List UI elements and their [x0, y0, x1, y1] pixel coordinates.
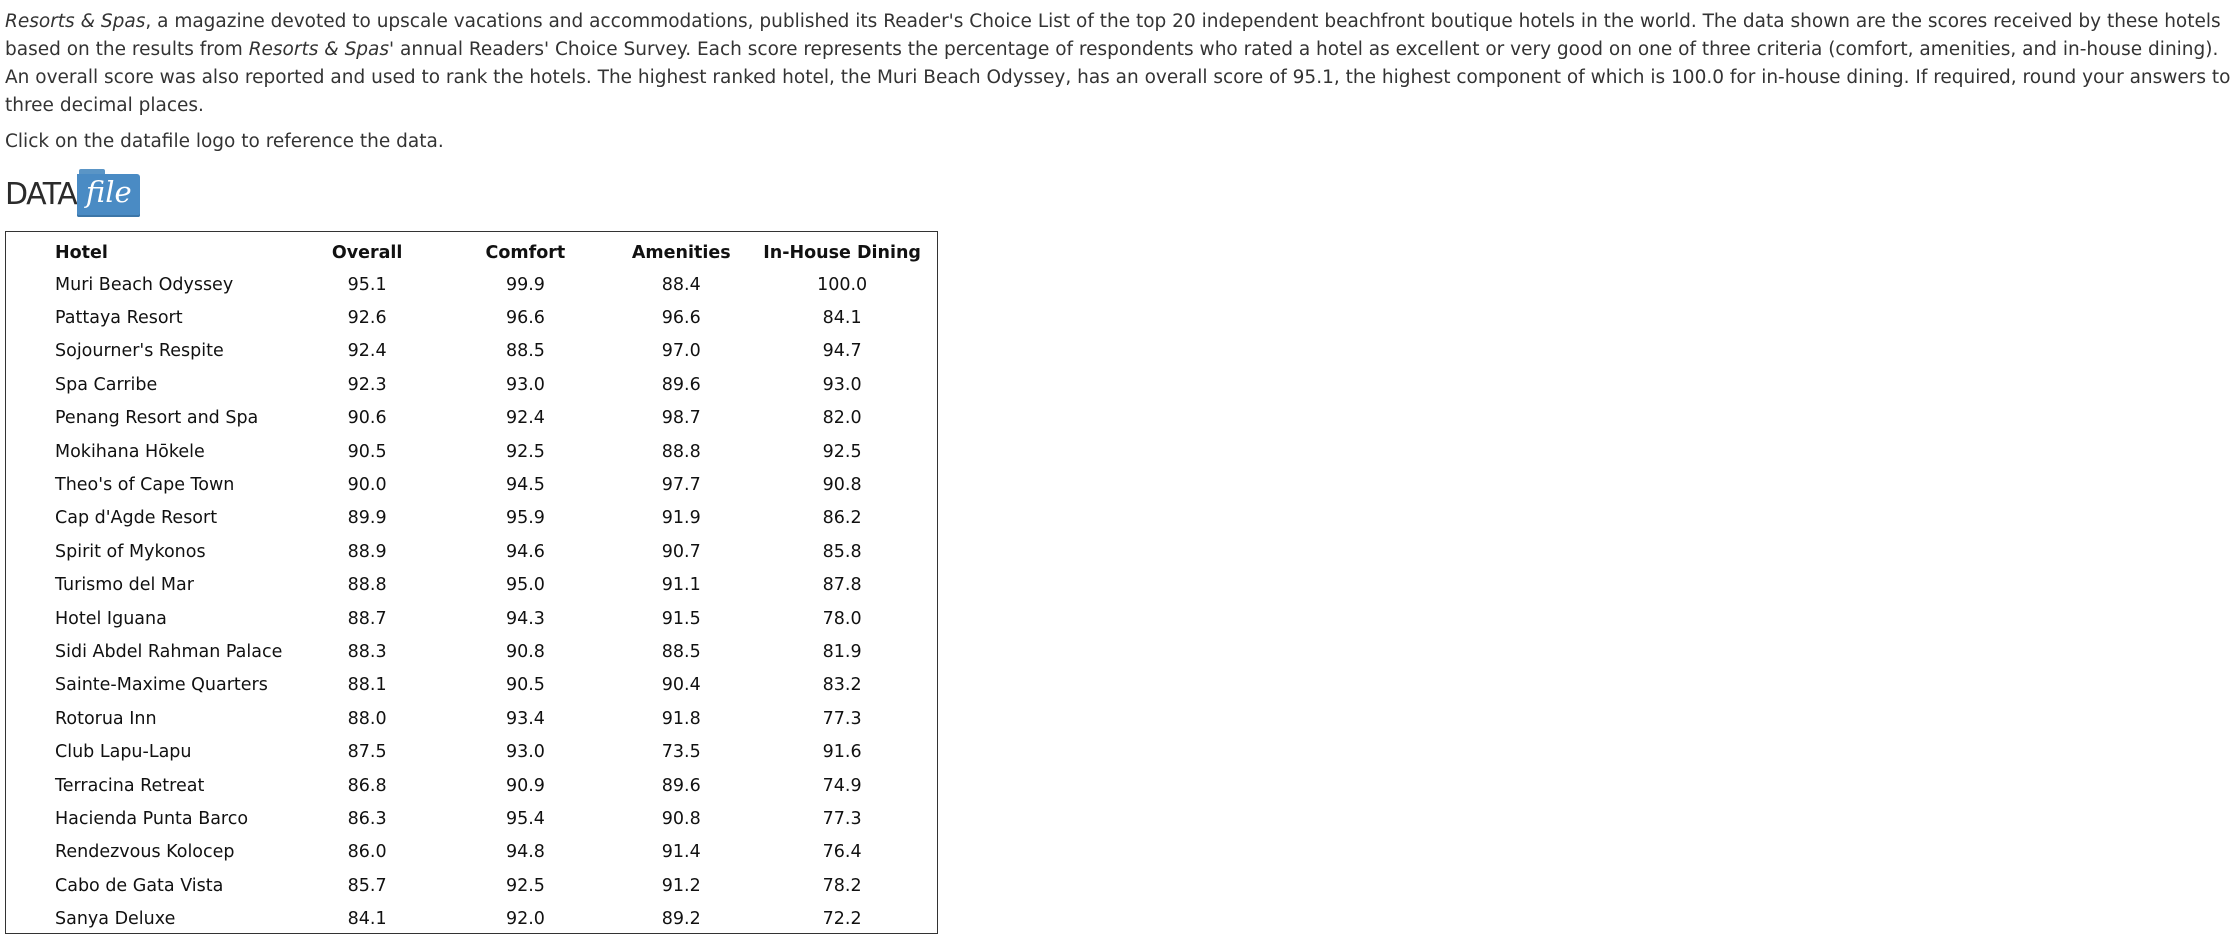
cell-hotel: Penang Resort and Spa — [55, 408, 259, 429]
cell-overall: 88.0 — [347, 708, 387, 729]
header-in-house-dining: In-House Dining — [763, 242, 921, 263]
cell-comfort: 94.8 — [505, 842, 545, 863]
cell-hotel: Sidi Abdel Rahman Palace — [55, 641, 283, 662]
table-row — [6, 869, 937, 902]
cell-overall: 88.3 — [347, 641, 387, 662]
cell-amenities: 96.6 — [661, 308, 701, 329]
cell-comfort: 96.6 — [505, 308, 545, 329]
cell-overall: 85.7 — [347, 875, 387, 896]
cell-amenities: 88.4 — [661, 274, 701, 295]
table-row — [6, 468, 937, 501]
cell-hotel: Sanya Deluxe — [55, 909, 176, 930]
cell-hotel: Hacienda Punta Barco — [55, 808, 249, 829]
cell-comfort: 94.3 — [505, 608, 545, 629]
cell-amenities: 91.8 — [661, 708, 701, 729]
cell-hotel: Spirit of Mykonos — [55, 541, 206, 562]
cell-overall: 95.1 — [347, 274, 387, 295]
cell-overall: 90.5 — [347, 441, 387, 462]
header-amenities: Amenities — [631, 242, 731, 263]
cell-in-house-dining: 82.0 — [822, 408, 862, 429]
cell-amenities: 88.8 — [661, 441, 701, 462]
header-comfort: Comfort — [485, 242, 566, 263]
cell-amenities: 88.5 — [661, 641, 701, 662]
cell-comfort: 90.5 — [505, 675, 545, 696]
cell-hotel: Hotel Iguana — [55, 608, 167, 629]
cell-hotel: Club Lapu-Lapu — [55, 742, 192, 763]
cell-amenities: 91.1 — [661, 575, 701, 596]
cell-amenities: 90.4 — [661, 675, 701, 696]
cell-in-house-dining: 78.0 — [822, 608, 862, 629]
cell-overall: 87.5 — [347, 742, 387, 763]
cell-in-house-dining: 72.2 — [822, 909, 862, 930]
cell-amenities: 90.7 — [661, 541, 701, 562]
cell-in-house-dining: 86.2 — [822, 508, 862, 529]
table-row — [6, 402, 937, 435]
cell-amenities: 89.6 — [661, 775, 701, 796]
cell-overall: 88.7 — [347, 608, 387, 629]
table-row — [6, 368, 937, 401]
cell-overall: 92.3 — [347, 374, 387, 395]
table-row — [6, 702, 937, 735]
table-row — [6, 569, 937, 602]
table-row — [6, 602, 937, 635]
cell-amenities: 73.5 — [661, 742, 701, 763]
cell-comfort: 92.5 — [505, 441, 545, 462]
cell-comfort: 94.5 — [505, 475, 545, 496]
cell-hotel: Cabo de Gata Vista — [55, 875, 224, 896]
table-row — [6, 836, 937, 869]
cell-comfort: 93.4 — [505, 708, 545, 729]
cell-in-house-dining: 93.0 — [822, 374, 862, 395]
cell-in-house-dining: 94.7 — [822, 341, 862, 362]
cell-in-house-dining: 85.8 — [822, 541, 862, 562]
cell-amenities: 97.0 — [661, 341, 701, 362]
intro-text-1: , a magazine devoted to upscale vacations and accommodations, published its Reader's Choice List of the top 20 independent beachfront boutique hotels in the world. The data shown are the scores received by these hotels based on the results from — [5, 11, 2221, 60]
cell-in-house-dining: 92.5 — [822, 441, 862, 462]
cell-comfort: 92.4 — [505, 408, 545, 429]
page-content — [5, 8, 2231, 934]
cell-overall: 92.4 — [347, 341, 387, 362]
reference-instruction: Click on the datafile logo to reference the data. — [5, 131, 444, 152]
cell-comfort: 95.4 — [505, 808, 545, 829]
table-row — [6, 769, 937, 802]
header-overall: Overall — [331, 242, 403, 263]
table-row — [6, 335, 937, 368]
cell-amenities: 91.5 — [661, 608, 701, 629]
cell-overall: 89.9 — [347, 508, 387, 529]
hotel-scores-table — [6, 237, 937, 936]
cell-hotel: Rendezvous Kolocep — [55, 842, 235, 863]
cell-in-house-dining: 83.2 — [822, 675, 862, 696]
cell-in-house-dining: 87.8 — [822, 575, 862, 596]
cell-in-house-dining: 81.9 — [822, 641, 862, 662]
cell-comfort: 88.5 — [505, 341, 545, 362]
cell-amenities: 91.9 — [661, 508, 701, 529]
cell-hotel: Terracina Retreat — [55, 775, 205, 796]
cell-in-house-dining: 84.1 — [822, 308, 862, 329]
cell-hotel: Sojourner's Respite — [55, 341, 224, 362]
cell-in-house-dining: 78.2 — [822, 875, 862, 896]
cell-comfort: 95.9 — [505, 508, 545, 529]
table-row — [6, 435, 937, 468]
cell-overall: 88.9 — [347, 541, 387, 562]
cell-overall: 86.0 — [347, 842, 387, 863]
hotel-scores-table-container — [5, 231, 938, 934]
cell-hotel: Rotorua Inn — [55, 708, 157, 729]
cell-hotel: Sainte-Maxime Quarters — [55, 675, 268, 696]
cell-amenities: 91.4 — [661, 842, 701, 863]
cell-overall: 90.6 — [347, 408, 387, 429]
cell-overall: 86.3 — [347, 808, 387, 829]
table-row — [6, 902, 937, 935]
cell-in-house-dining: 90.8 — [822, 475, 862, 496]
table-row — [6, 669, 937, 702]
cell-comfort: 99.9 — [505, 274, 545, 295]
cell-hotel: Theo's of Cape Town — [55, 475, 235, 496]
cell-overall: 84.1 — [347, 909, 387, 930]
table-row — [6, 301, 937, 334]
cell-overall: 88.8 — [347, 575, 387, 596]
cell-overall: 92.6 — [347, 308, 387, 329]
header-hotel: Hotel — [55, 242, 108, 263]
cell-comfort: 90.9 — [505, 775, 545, 796]
cell-comfort: 92.0 — [505, 909, 545, 930]
cell-hotel: Spa Carribe — [55, 374, 158, 395]
cell-amenities: 89.2 — [661, 909, 701, 930]
cell-amenities: 91.2 — [661, 875, 701, 896]
cell-in-house-dining: 77.3 — [822, 808, 862, 829]
cell-hotel: Muri Beach Odyssey — [55, 274, 234, 295]
datafile-logo[interactable] — [5, 169, 140, 217]
problem-intro — [5, 8, 2231, 120]
folder-icon — [77, 169, 140, 217]
table-row — [6, 635, 937, 668]
intro-text-2: annual Readers' Choice Survey. Each score represents the percentage of respondents who rated a hotel as excellent or very good on one of three criteria (comfort, amenities, and in-house dining). An overall score was also reported and used to rank the hotels. The highest ranked hotel, the Muri Beach Odyssey, has an overall score of 95.1, the highest component of which is 100.0 for in-house dining. If required, round your answers to three decimal places. — [5, 39, 2231, 116]
cell-in-house-dining: 77.3 — [822, 708, 862, 729]
magazine-name-possessive: Resorts & Spas' — [248, 39, 395, 60]
cell-overall: 86.8 — [347, 775, 387, 796]
cell-in-house-dining: 76.4 — [822, 842, 862, 863]
cell-amenities: 90.8 — [661, 808, 701, 829]
table-row — [6, 268, 937, 301]
cell-amenities: 89.6 — [661, 374, 701, 395]
cell-in-house-dining: 91.6 — [822, 742, 862, 763]
cell-comfort: 93.0 — [505, 742, 545, 763]
table-row — [6, 802, 937, 835]
table-row — [6, 502, 937, 535]
cell-hotel: Pattaya Resort — [55, 308, 183, 329]
cell-hotel: Mokihana Hōkele — [55, 441, 205, 462]
table-header-row — [6, 237, 937, 268]
cell-hotel: Turismo del Mar — [55, 575, 194, 596]
cell-comfort: 94.6 — [505, 541, 545, 562]
cell-in-house-dining: 74.9 — [822, 775, 862, 796]
cell-comfort: 93.0 — [505, 374, 545, 395]
datafile-logo-data-text: DATA — [5, 177, 77, 212]
magazine-name: Resorts & Spas — [5, 11, 146, 32]
cell-comfort: 92.5 — [505, 875, 545, 896]
cell-comfort: 95.0 — [505, 575, 545, 596]
table-row — [6, 735, 937, 768]
cell-amenities: 98.7 — [661, 408, 701, 429]
datafile-logo-file-text: file — [85, 175, 132, 209]
cell-amenities: 97.7 — [661, 475, 701, 496]
cell-overall: 88.1 — [347, 675, 387, 696]
table-body — [6, 268, 937, 936]
cell-in-house-dining: 100.0 — [817, 274, 868, 295]
cell-comfort: 90.8 — [505, 641, 545, 662]
table-row — [6, 535, 937, 568]
cell-overall: 90.0 — [347, 475, 387, 496]
cell-hotel: Cap d'Agde Resort — [55, 508, 218, 529]
